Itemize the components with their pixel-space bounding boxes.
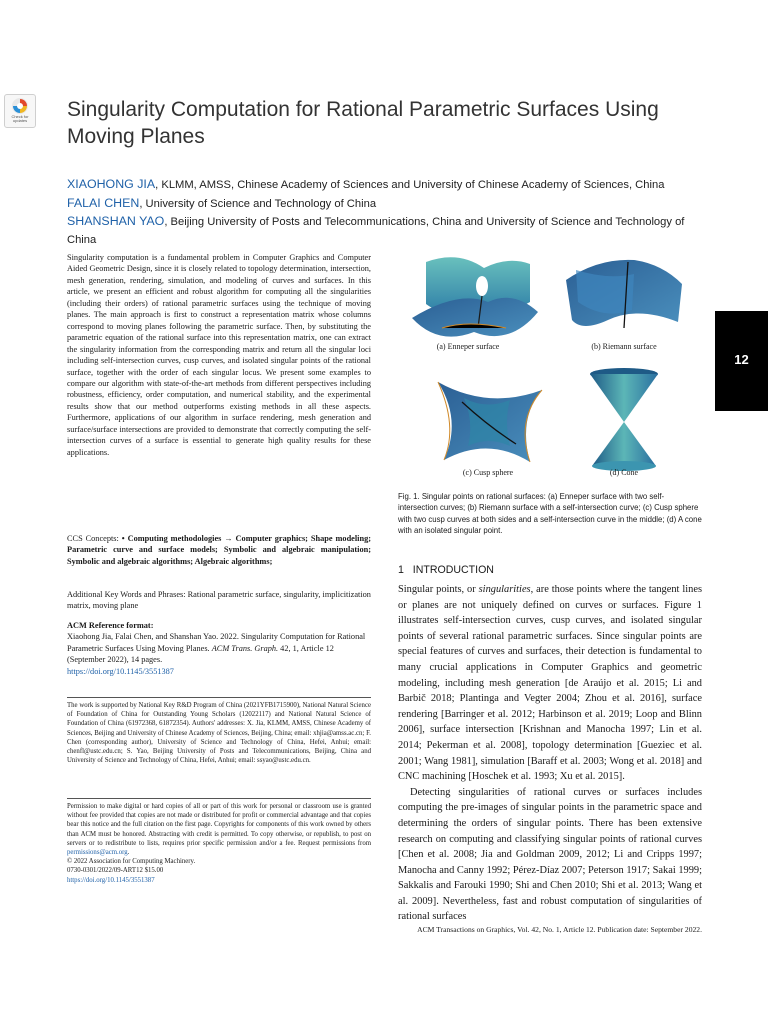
paragraph-text: Singular points, or <box>398 584 479 595</box>
permission-tail: . <box>127 849 130 857</box>
divider <box>67 697 371 698</box>
check-for-updates-badge[interactable] <box>4 94 36 128</box>
paragraph-text: , are those points where the tangent lines or planes are not uniquely defined on curves or surfaces. Figure 1 illustrates self-intersection curves, cusp curves, and isolated singular points of several rational parametric surfaces. Since singular points are special features of curves and surfaces, their detection is fundamental to many crucial applications in Computer Graphics and geometric modeling, including mesh generation [de Araújo et al. 2015; Li and Barbič 2018; Plantinga and Vegter 2004; Zhou et al. 2016], surface rendering [Barringer et al. 2012; Harbinson et al. 2019; Loop and Blinn 2006], surface intersection [Krishnan and Manocha 1997; Lin et al. 2014; Pekerman et al. 2008], topology determination [Gueziec et al. 2001; Wang 1981], simulation [Baraff et al. 2003; Wong et al. 2018] and CNC machining [Hoschek et al. 1993; Xu et al. 2015]. <box>398 584 702 783</box>
issn-line: 0730-0301/2022/09-ART12 $15.00 <box>67 867 164 875</box>
author-2 <box>67 195 707 214</box>
subfigure-label-c: (c) Cusp sphere <box>462 468 514 477</box>
enneper-surface <box>412 257 538 336</box>
page-number: 12 <box>734 352 749 367</box>
introduction-text <box>398 582 702 925</box>
acm-reference-heading: ACM Reference format: <box>67 621 154 630</box>
section-heading <box>398 564 702 576</box>
ccs-concepts <box>67 533 371 567</box>
crossmark-icon <box>11 97 29 115</box>
ccs-label: CCS Concepts: <box>67 534 122 543</box>
paragraph <box>398 582 702 785</box>
keywords-label: Additional Key Words and Phrases: <box>67 590 188 599</box>
author-3 <box>67 213 707 249</box>
section-title: INTRODUCTION <box>412 564 494 576</box>
acm-reference-volume: 42, 1, Article 12 (September 2022), 14 pages. <box>67 643 334 665</box>
keywords-text: Rational parametric surface, singularity, implicitization matrix, moving plane <box>67 590 371 611</box>
funding-note: The work is supported by National Key R&D Program of China (2021YFB1715900), National Natural Science of Foundation of China for Outstanding Young Scholars (12022117) and National Natural Science of Foundation of China (61972368, 61872354). Authors' addresses: X. Jia, KLMM, AMSS, Chinese Academy of Sciences, Beijing and University of Chinese Academy of Sciences, Beijing, China; email: xhjia@amss.ac.cn; F. Chen (corresponding author), University of Science and Technology of China, Hefei, Anhui; email: chenfl@ustc.edu.cn; S. Yao, Beijing University of Posts and Telecommunications, Beijing, China and University of Science and Technology of China, Hefei, Anhui; email: ssyao@ustc.edu.cn. <box>67 702 371 765</box>
figure-1 <box>398 250 702 485</box>
cusp-sphere <box>438 382 542 462</box>
permission-note <box>67 802 371 885</box>
author-name: SHANSHAN YAO <box>67 214 165 228</box>
acm-reference-doi-link[interactable]: https://doi.org/10.1145/3551387 <box>67 666 174 676</box>
figure-caption: Fig. 1. Singular points on rational surfaces: (a) Enneper surface with two self-intersection curves; (b) Riemann surface with a self-intersection curve; (c) Cusp sphere with two cusp curves at both sides and a self-intersection curve in the middle; (d) A cone with an isolated singular point. <box>398 492 702 536</box>
author-name: XIAOHONG JIA <box>67 177 156 191</box>
section-number: 1 <box>398 564 404 576</box>
emphasis-term: singularities <box>478 584 531 595</box>
author-affiliation: , Beijing University of Posts and Telecommunications, China and University of Science and Technology of China <box>67 216 685 246</box>
acm-reference <box>67 620 371 677</box>
running-footer: ACM Transactions on Graphics, Vol. 42, No. 1, Article 12. Publication date: September 2022. <box>417 925 702 934</box>
ccs-items: • Computing methodologies → Computer graphics; Shape modeling; Parametric curve and surface models; Symbolic and algebraic manipulation; Symbolic and algebraic algorithms; Algebraic algorithms; <box>67 534 371 566</box>
author-affiliation: , KLMM, AMSS, Chinese Academy of Sciences and University of Chinese Academy of Sciences, China <box>155 179 665 191</box>
permission-body: Permission to make digital or hard copies of all or part of this work for personal or classroom use is granted without fee provided that copies are not made or distributed for profit or commercial advantage and that copies bear this notice and the full citation on the first page. Copyrights for components of this work owned by others than ACM must be honored. Abstracting with credit is permitted. To copy otherwise, or republish, to post on servers or to redistribute to lists, requires prior specific permission and/or a fee. Request permissions from <box>67 803 371 847</box>
subfigure-label-b: (b) Riemann surface <box>591 342 657 351</box>
divider <box>67 798 371 799</box>
paper-title: Singularity Computation for Rational Parametric Surfaces Using Moving Planes <box>67 98 659 148</box>
page-number-tab <box>715 311 768 411</box>
author-block <box>67 176 707 249</box>
subfigure-label-d: (d) Cone <box>609 468 639 477</box>
permissions-email-link[interactable]: permissions@acm.org <box>67 849 128 857</box>
author-affiliation: , University of Science and Technology of China <box>139 197 377 210</box>
acm-reference-text <box>67 631 371 665</box>
badge-line2: updates <box>12 118 28 123</box>
cone-surface <box>590 368 658 471</box>
keywords <box>67 589 371 612</box>
author-name: FALAI CHEN <box>67 195 140 210</box>
subfigure-label-a: (a) Enneper surface <box>436 342 500 351</box>
author-1 <box>67 176 707 195</box>
badge-line1: Check for <box>11 114 29 119</box>
doi-link[interactable]: https://doi.org/10.1145/3551387 <box>67 876 155 884</box>
figure-surfaces <box>398 250 702 485</box>
acm-reference-journal: ACM Trans. Graph. <box>211 643 279 653</box>
paragraph: Detecting singularities of rational curves or surfaces includes computing the pre-images of singular points in the parametric space and determining the orders of singular points. There has been extensive research on computing and classifying singular points of rational curves [Chen et al. 2008; Jia and Goldman 2009, 2012; Li and Cripps 1997; Manocha and Canny 1992; Pérez-Díaz 2007; Peterson 1917; Sakai 1999; Sakkalis and Farouki 1990; Shi and Chen 2010; Shi et al. 2013; Wang et al. 2009]. Nevertheless, fast and robust computation of singularities of rational surfaces <box>398 786 702 923</box>
copyright-line: © 2022 Association for Computing Machinery. <box>67 858 196 866</box>
riemann-surface <box>566 260 682 328</box>
abstract: Singularity computation is a fundamental problem in Computer Graphics and Computer Aided Geometric Design, since it is closely related to topology determination, intersection, mesh generation, rendering, simulation, and modeling of curves and surfaces. In this article, we present an efficient and robust algorithm for computing all the singularities (including their orders) of rational parametric surfaces using the technique of moving planes. The main approach is first to construct a representation matrix whose columns correspond to moving planes following the parametric surface. Then, by substituting the parametric equation of the rational surface into this representation matrix, one can extract the singularity information from the corresponding matrix and return all the singular loci including self-intersection curves, cusp curves, and isolated singular points of the rational surface, together with the order of each singular locus. We present some examples to compare our algorithm with state-of-the-art methods from different perspectives including robustness, efficiency, order computation, and numerical stability, and the experimental results show that our method outperforms existing methods in all these aspects. Furthermore, applications of our algorithm in surface rendering, mesh generation and surface/surface intersections are provided to demonstrate that correctly computing the self-intersection curves of a surface is essential to generate high quality results for these applications. <box>67 253 371 457</box>
acm-reference-citation: Xiaohong Jia, Falai Chen, and Shanshan Yao. 2022. Singularity Computation for Rational Parametric Surfaces Using Moving Planes. <box>67 632 366 653</box>
permission-text <box>67 802 371 857</box>
